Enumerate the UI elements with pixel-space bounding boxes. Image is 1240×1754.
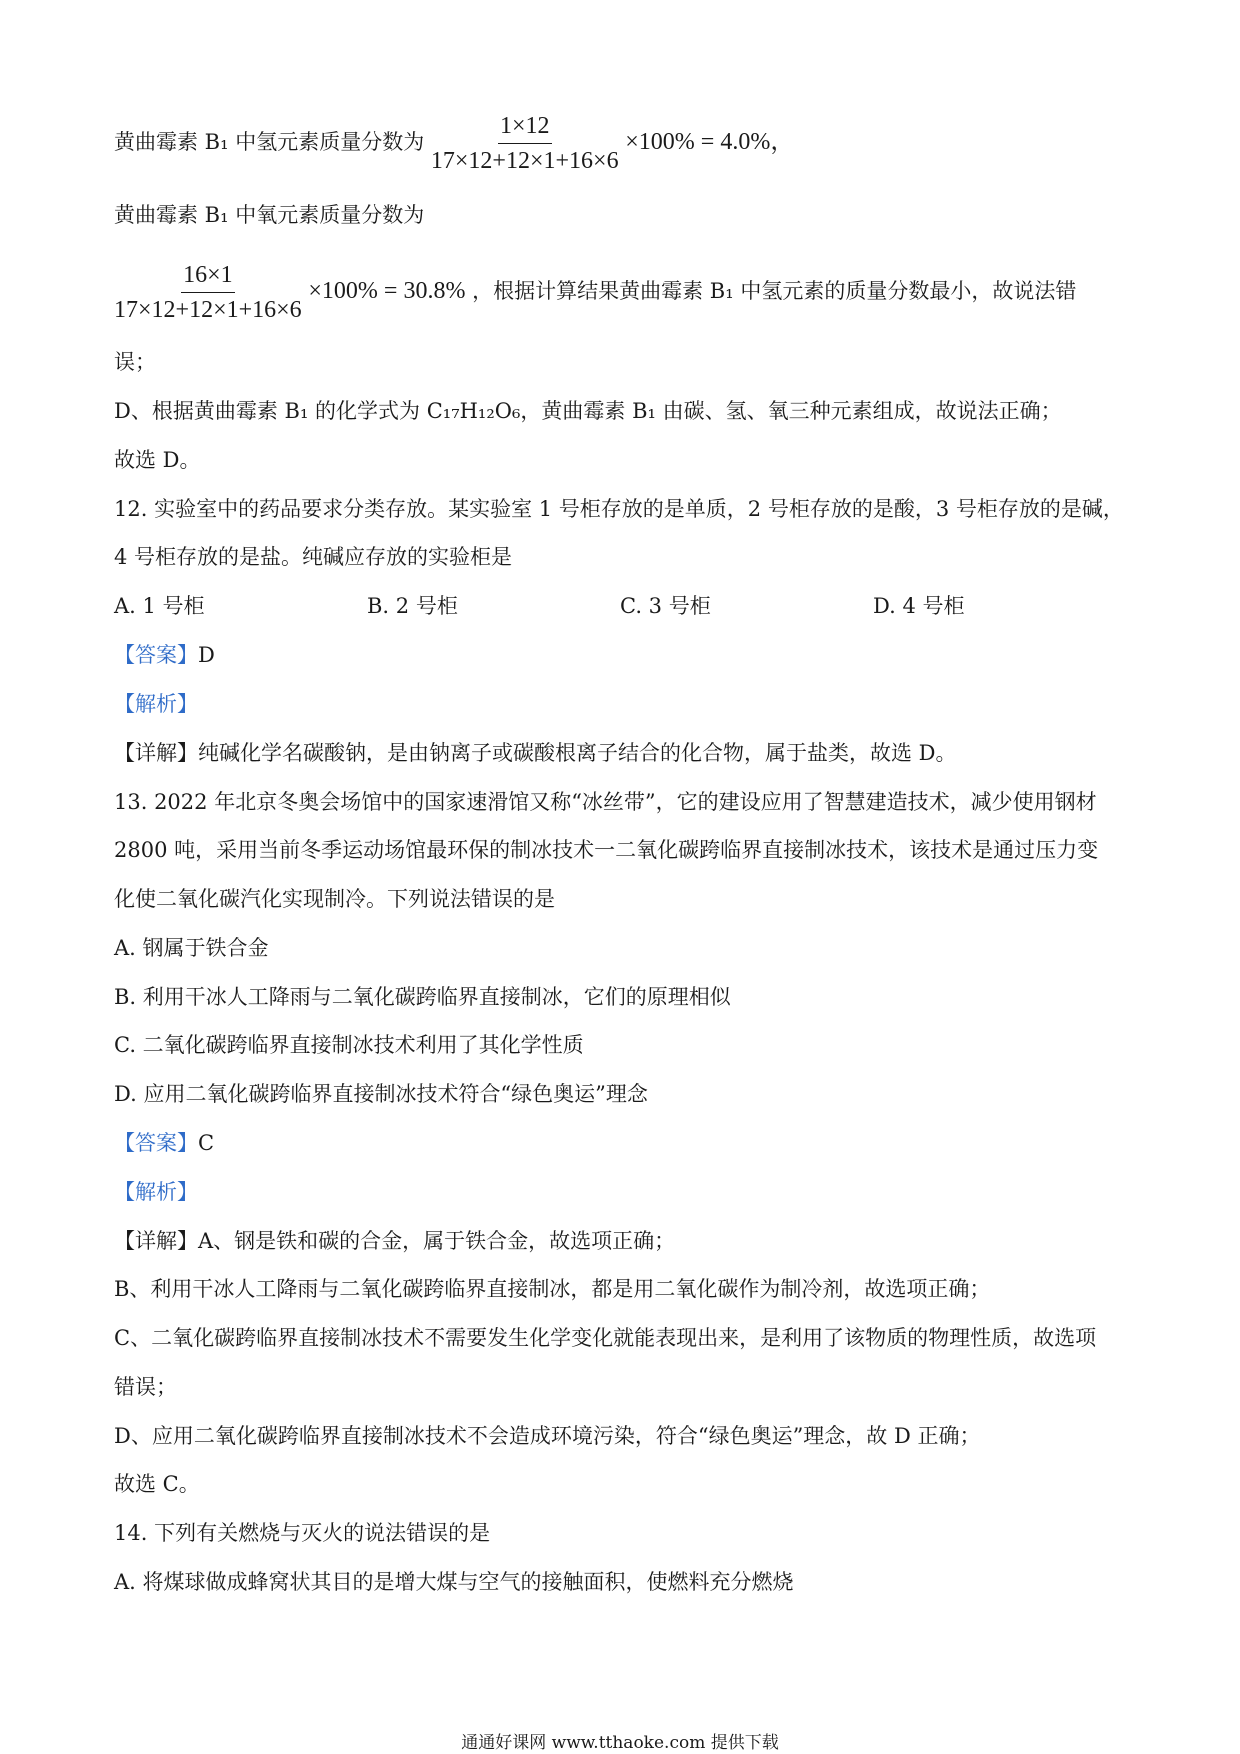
q12-stem-1: 12. 实验室中的药品要求分类存放。某实验室 1 号柜存放的是单质，2 号柜存放的是酸，3 号柜存放的是碱， (114, 497, 1124, 521)
calc-h-fraction (431, 111, 619, 176)
q13-detail-tag: 【详解】 (114, 1229, 198, 1253)
q12-answer (114, 641, 215, 669)
calc-o-result: ×100% = 30.8% (308, 278, 466, 304)
q13-stem-3: 化使二氧化碳汽化实现制冷。下列说法错误的是 (114, 887, 555, 911)
q13-option-c: C. 二氧化碳跨临界直接制冰技术利用了其化学性质 (114, 1033, 584, 1057)
q13-option-d: D. 应用二氧化碳跨临界直接制冰技术符合“绿色奥运”理念 (114, 1082, 648, 1106)
q12-option-a: A. 1 号柜 (114, 594, 205, 618)
q13-option-a: A. 钢属于铁合金 (114, 936, 269, 960)
calc-o-denominator: 17×12+12×1+16×6 (114, 297, 302, 323)
q12-detail (114, 739, 957, 767)
calc-o-text: ，根据计算结果黄曲霉素 B₁ 中氢元素的质量分数最小，故说法错 (472, 279, 1077, 303)
q13-answer (114, 1129, 214, 1157)
calc-h-numerator: 1×12 (498, 111, 552, 144)
calc-h-line (114, 111, 794, 176)
q12-analysis-tag: 【解析】 (114, 692, 198, 716)
q13-option-b: B. 利用干冰人工降雨与二氧化碳跨临界直接制冰，它们的原理相似 (114, 985, 731, 1009)
q13-stem-2: 2800 吨，采用当前冬季运动场馆最环保的制冰技术一二氧化碳跨临界直接制冰技术，该技术是通过压力变 (114, 838, 1099, 862)
calc-o-line (114, 260, 1076, 325)
calc-h-label: 黄曲霉素 B₁ 中氢元素质量分数为 (114, 130, 425, 154)
q12-detail-text: 纯碱化学名碳酸钠，是由钠离子或碳酸根离子结合的化合物，属于盐类，故选 D。 (198, 741, 957, 765)
q13-analysis-tag: 【解析】 (114, 1180, 198, 1204)
q13-detail-d: D、应用二氧化碳跨临界直接制冰技术不会造成环境污染，符合“绿色奥运”理念，故 D 正确； (114, 1424, 981, 1448)
q13-answer-tag: 【答案】 (114, 1131, 198, 1155)
calc-o-fraction (114, 260, 302, 325)
q13-detail-a (114, 1227, 675, 1255)
q13-answer-value: C (198, 1131, 215, 1155)
q13-choose: 故选 C。 (114, 1472, 200, 1496)
q12-option-b: B. 2 号柜 (367, 594, 458, 618)
q12-detail-tag: 【详解】 (114, 741, 198, 765)
q14-stem: 14. 下列有关燃烧与灭火的说法错误的是 (114, 1521, 491, 1545)
page-footer: 通通好课网 www.tthaoke.com 提供下载 (461, 1733, 779, 1753)
choose-d: 故选 D。 (114, 448, 201, 472)
d-line: D、根据黄曲霉素 B₁ 的化学式为 C₁₇H₁₂O₆，黄曲霉素 B₁ 由碳、氢、氧三种元素组成，故说法正确； (114, 399, 1062, 423)
q12-answer-value: D (198, 643, 215, 667)
q12-answer-tag: 【答案】 (114, 643, 198, 667)
calc-o-label: 黄曲霉素 B₁ 中氧元素质量分数为 (114, 203, 425, 227)
q12-option-d: D. 4 号柜 (873, 594, 965, 618)
q13-detail-c1: C、二氧化碳跨临界直接制冰技术不需要发生化学变化就能表现出来，是利用了该物质的物理性质，故选项 (114, 1326, 1097, 1350)
q13-stem-1: 13. 2022 年北京冬奥会场馆中的国家速滑馆又称“冰丝带”，它的建设应用了智慧建造技术，减少使用钢材 (114, 790, 1097, 814)
calc-h-result: ×100% = 4.0%， (625, 129, 795, 155)
calc-o-numerator: 16×1 (181, 260, 235, 293)
q12-stem-2: 4 号柜存放的是盐。纯碱应存放的实验柜是 (114, 545, 513, 569)
q13-detail-b: B、利用干冰人工降雨与二氧化碳跨临界直接制冰，都是用二氧化碳作为制冷剂，故选项正确； (114, 1277, 991, 1301)
q14-option-a: A. 将煤球做成蜂窝状其目的是增大煤与空气的接触面积，使燃料充分燃烧 (114, 1570, 794, 1594)
q13-detail-c2: 错误； (114, 1375, 177, 1399)
calc-o-cont: 误； (114, 350, 156, 374)
q12-option-c: C. 3 号柜 (620, 594, 711, 618)
q13-detail-a-text: A、钢是铁和碳的合金，属于铁合金，故选项正确； (198, 1229, 676, 1253)
calc-h-denominator: 17×12+12×1+16×6 (430, 148, 619, 174)
